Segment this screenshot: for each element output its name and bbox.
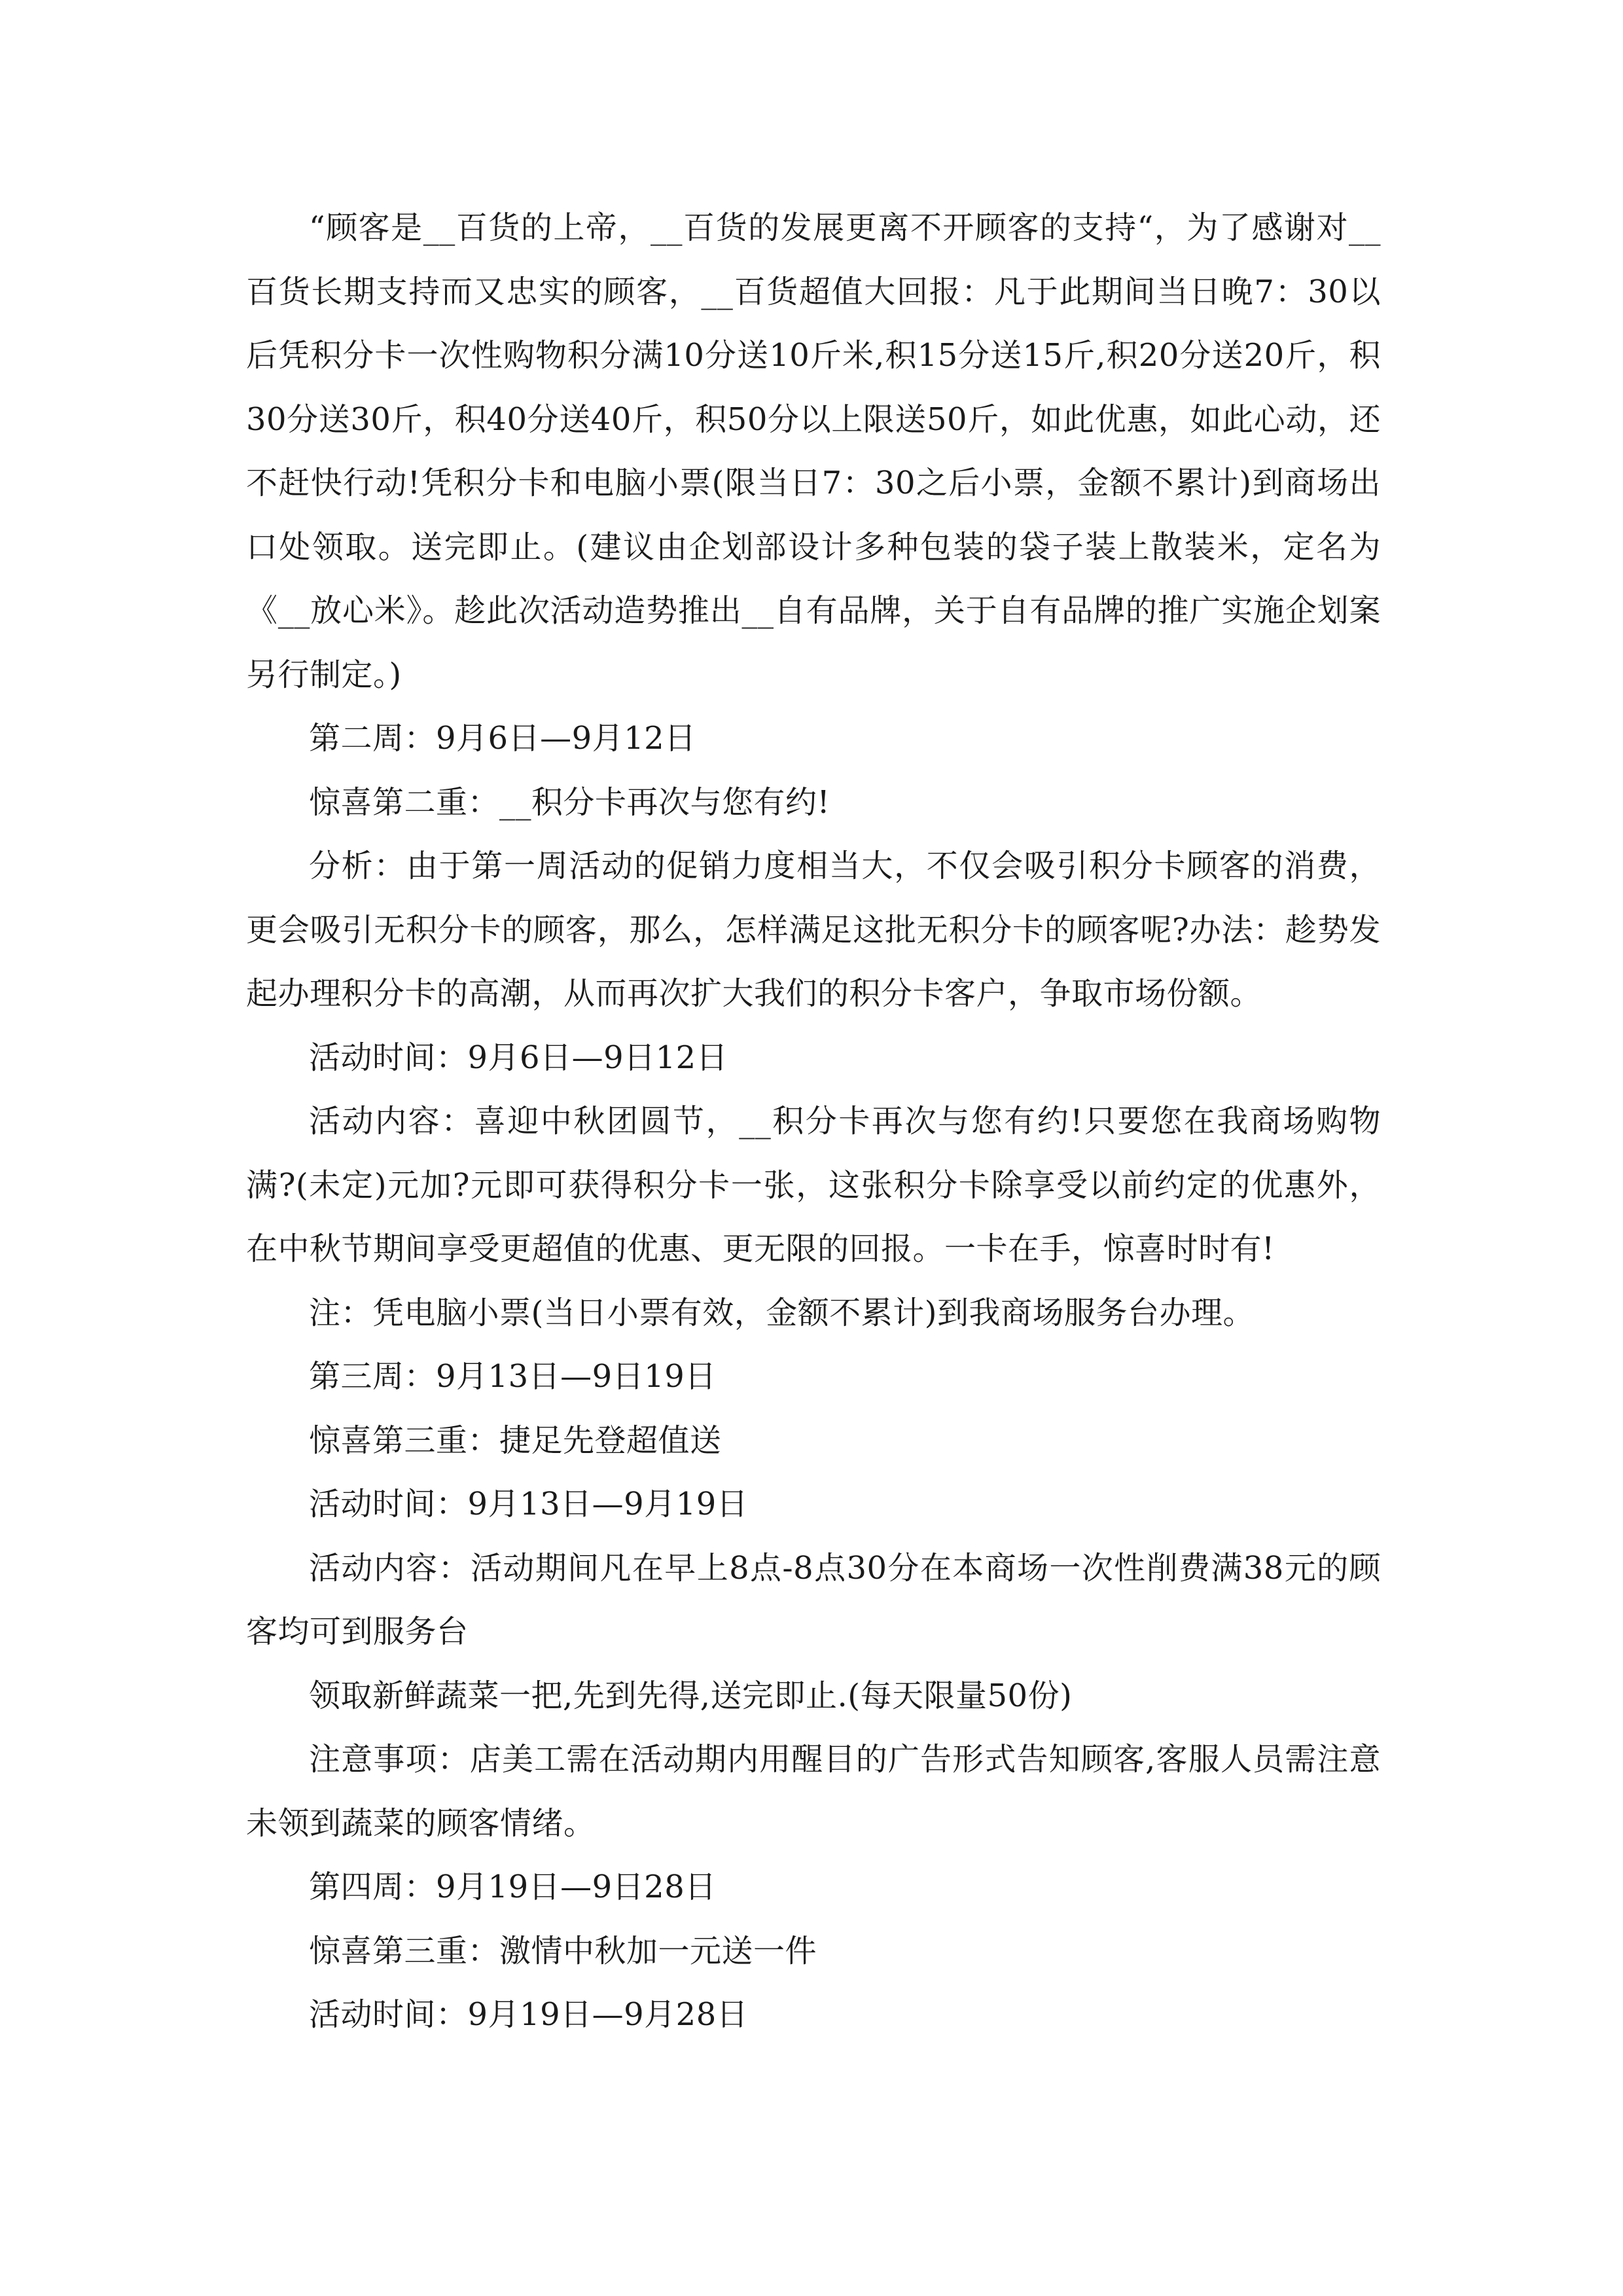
paragraph-week3-heading: 第三周：9月13日—9日19日: [309, 1358, 717, 1395]
paragraph-week2-content: 活动内容：喜迎中秋团圆节，__积分卡再次与您有约!只要您在我商场购物满?(未定)元加?元即可获得积分卡一张，这张积分卡除享受以前约定的优惠外，在中秋节期间享受更超值的优惠、更无限的回报。一卡在手，惊喜时时有!: [246, 1103, 1381, 1267]
paragraph-week4-time: 活动时间：9月19日—9月28日: [309, 1996, 749, 2033]
paragraph-week3-vegetables: 领取新鲜蔬菜一把,先到先得,送完即止.(每天限量50份): [309, 1677, 1073, 1714]
paragraph-week4-title: 惊喜第三重：激情中秋加一元送一件: [309, 1932, 817, 1969]
paragraph-week3-time: 活动时间：9月13日—9月19日: [309, 1486, 749, 1522]
paragraph-week2-time: 活动时间：9月6日—9日12日: [309, 1039, 728, 1076]
paragraph-analysis: 分析：由于第一周活动的促销力度相当大，不仅会吸引积分卡顾客的消费，更会吸引无积分卡的顾客，那么，怎样满足这批无积分卡的顾客呢?办法：趁势发起办理积分卡的高潮，从而再次扩大我们的积分卡客户，争取市场份额。: [246, 848, 1381, 1012]
document-body: [246, 196, 1381, 2047]
paragraph-surprise3-title: 惊喜第三重：捷足先登超值送: [309, 1422, 722, 1459]
paragraph-intro: “顾客是__百货的上帝，__百货的发展更离不开顾客的支持“，为了感谢对__百货长期支持而又忠实的顾客，__百货超值大回报：凡于此期间当日晚7：30以后凭积分卡一次性购物积分满10分送10斤米,积15分送15斤,积20分送20斤，积30分送30斤，积40分送40斤，积50分以上限送50斤，如此优惠，如此心动，还不赶快行动!凭积分卡和电脑小票(限当日7：30之后小票，金额不累计)到商场出口处领取。送完即止。(建议由企划部设计多种包装的袋子装上散装米，定名为《__放心米》。趁此次活动造势推出__自有品牌，关于自有品牌的推广实施企划案另行制定。): [246, 209, 1381, 693]
paragraph-week4-heading: 第四周：9月19日—9日28日: [309, 1869, 717, 1905]
paragraph-week3-notice: 注意事项：店美工需在活动期内用醒目的广告形式告知顾客,客服人员需注意未领到蔬菜的顾客情绪。: [246, 1741, 1381, 1842]
paragraph-surprise2-title: 惊喜第二重：__积分卡再次与您有约!: [309, 783, 830, 821]
paragraph-week2-note: 注：凭电脑小票(当日小票有效，金额不累计)到我商场服务台办理。: [309, 1294, 1255, 1331]
paragraph-week3-content: 活动内容：活动期间凡在早上8点-8点30分在本商场一次性削费满38元的顾客均可到服务台: [246, 1549, 1381, 1650]
paragraph-week2-heading: 第二周：9月6日—9月12日: [309, 720, 696, 757]
